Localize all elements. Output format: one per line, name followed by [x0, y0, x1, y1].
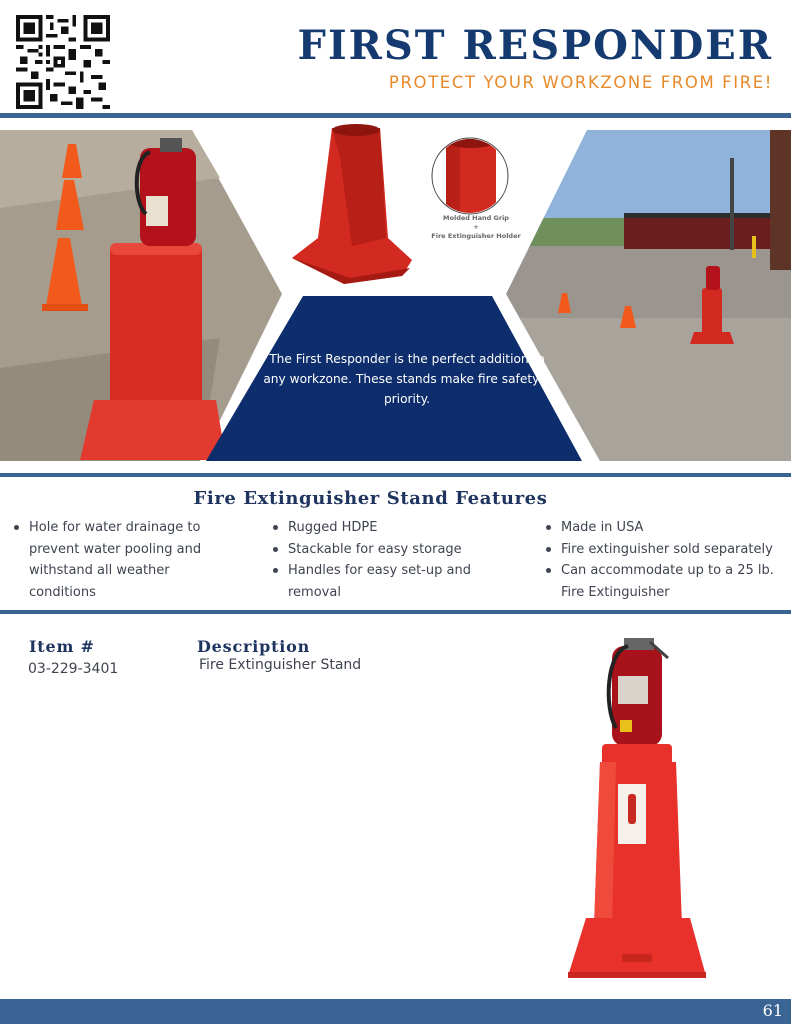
- features-list-2: [272, 517, 500, 603]
- features-list-3: [545, 517, 791, 603]
- feature-item: Fire extinguisher sold separately: [545, 539, 791, 561]
- hero-banner: [0, 118, 791, 473]
- feature-item: Hole for water drainage to prevent water pooling and withstand all weather conditions: [13, 517, 238, 603]
- product-photo: [520, 636, 760, 986]
- footer-bar: [0, 999, 791, 1024]
- feature-item: Stackable for easy storage: [272, 539, 500, 561]
- features-list-1: [13, 517, 238, 603]
- callout-circle: [432, 136, 508, 218]
- page-number: 61: [762, 1001, 783, 1020]
- feature-item: Rugged HDPE: [272, 517, 500, 539]
- divider-bottom: [0, 610, 791, 614]
- callout-label: Molded Hand Grip + Fire Extinguisher Holder: [431, 214, 521, 240]
- feature-item: Can accommodate up to a 25 lb. Fire Extinguisher: [545, 560, 791, 603]
- promo-text: The First Responder is the perfect addition to any workzone. These stands make fire safety a priority.: [263, 352, 551, 406]
- page-title: FIRST RESPONDER: [297, 22, 773, 69]
- qr-code-icon: [16, 15, 110, 109]
- feature-item: Handles for easy set-up and removal: [272, 560, 500, 603]
- description-label: Description: [197, 637, 311, 656]
- features-heading: Fire Extinguisher Stand Features: [193, 488, 548, 509]
- item-number-label: Item #: [29, 637, 95, 656]
- item-number: 03-229-3401: [28, 661, 119, 677]
- page-subtitle: PROTECT YOUR WORKZONE FROM FIRE!: [388, 73, 773, 92]
- divider-middle: [0, 473, 791, 477]
- item-description: Fire Extinguisher Stand: [199, 657, 362, 673]
- feature-item: Made in USA: [545, 517, 791, 539]
- product-render: [292, 124, 412, 284]
